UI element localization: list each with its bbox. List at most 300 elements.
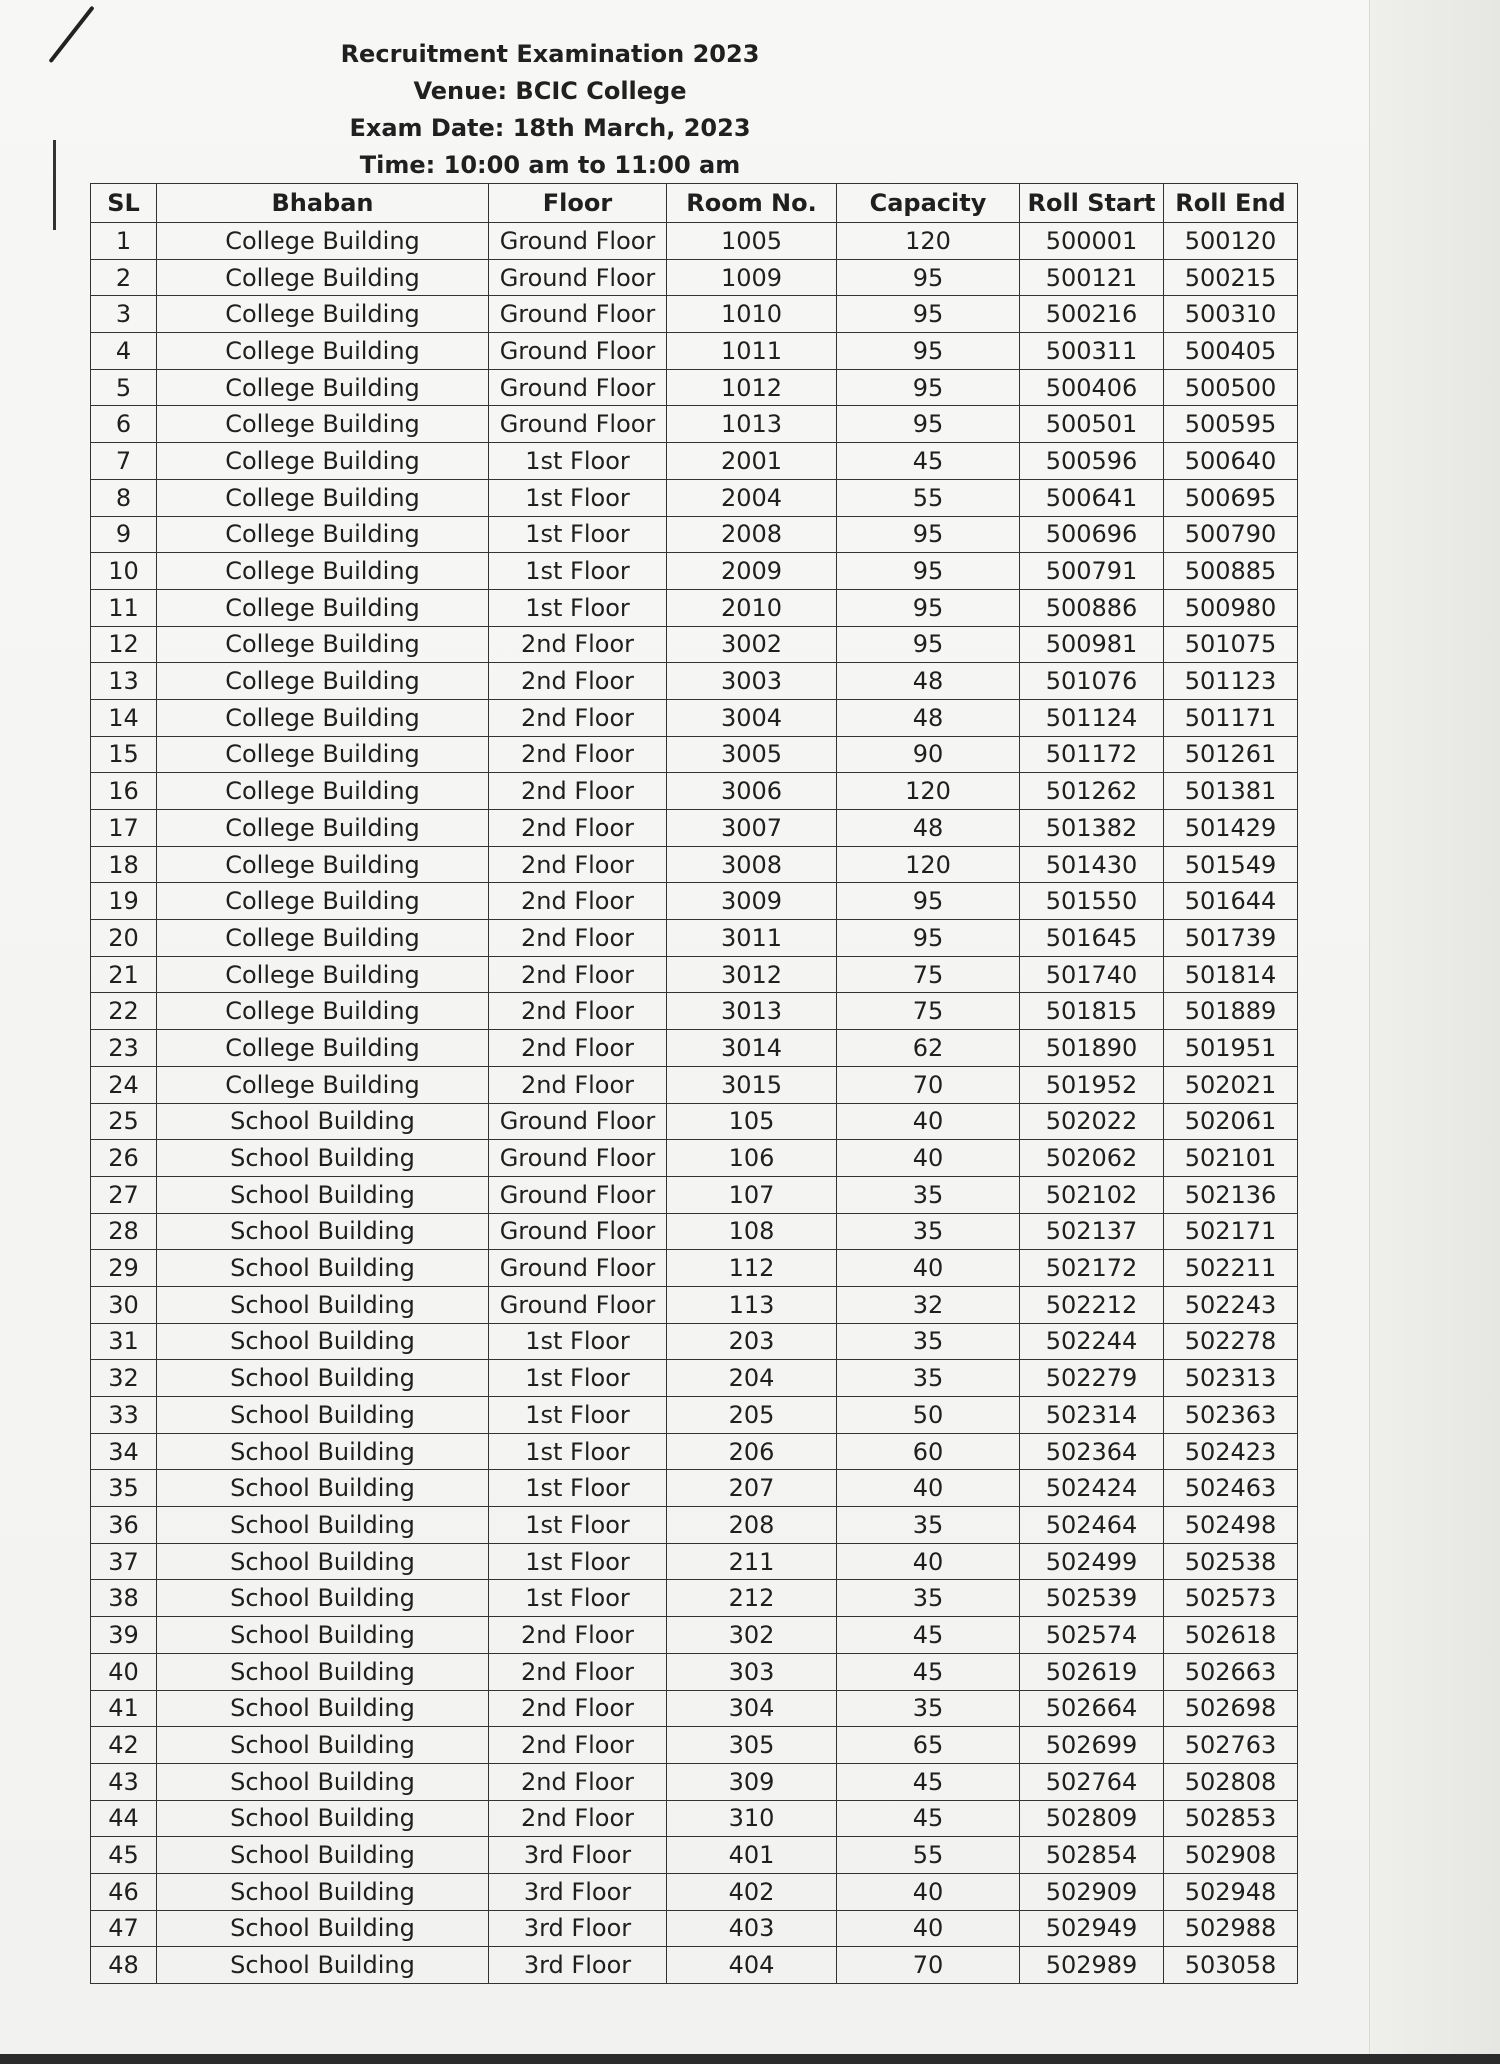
cell-sl: 43 (91, 1763, 157, 1800)
cell-roll-end: 502101 (1164, 1140, 1298, 1177)
cell-floor: 1st Floor (489, 1433, 667, 1470)
cell-sl: 15 (91, 736, 157, 773)
cell-roll-end: 500790 (1164, 516, 1298, 553)
table-row (91, 1910, 1298, 1947)
cell-capacity: 90 (837, 736, 1020, 773)
cell-room-no: 105 (667, 1103, 837, 1140)
cell-room-no: 108 (667, 1213, 837, 1250)
cell-floor: 2nd Floor (489, 1727, 667, 1764)
cell-bhaban: School Building (157, 1947, 489, 1984)
table-row (91, 1727, 1298, 1764)
cell-roll-start: 500596 (1020, 443, 1164, 480)
cell-bhaban: College Building (157, 1030, 489, 1067)
cell-floor: 1st Floor (489, 516, 667, 553)
cell-bhaban: School Building (157, 1103, 489, 1140)
cell-room-no: 212 (667, 1580, 837, 1617)
cell-roll-start: 500216 (1020, 296, 1164, 333)
cell-roll-start: 500886 (1020, 589, 1164, 626)
cell-sl: 46 (91, 1873, 157, 1910)
cell-capacity: 70 (837, 1947, 1020, 1984)
cell-capacity: 35 (837, 1323, 1020, 1360)
cell-roll-end: 500885 (1164, 553, 1298, 590)
cell-roll-start: 502854 (1020, 1837, 1164, 1874)
cell-room-no: 302 (667, 1617, 837, 1654)
cell-roll-start: 501124 (1020, 699, 1164, 736)
cell-roll-end: 502061 (1164, 1103, 1298, 1140)
cell-sl: 33 (91, 1397, 157, 1434)
cell-roll-start: 500311 (1020, 333, 1164, 370)
exam-time-line: Time: 10:00 am to 11:00 am (359, 151, 741, 179)
table-row (91, 1140, 1298, 1177)
cell-room-no: 404 (667, 1947, 837, 1984)
cell-bhaban: College Building (157, 846, 489, 883)
cell-roll-start: 502172 (1020, 1250, 1164, 1287)
cell-capacity: 55 (837, 1837, 1020, 1874)
table-row (91, 1176, 1298, 1213)
cell-capacity: 75 (837, 956, 1020, 993)
cell-roll-start: 502424 (1020, 1470, 1164, 1507)
cell-bhaban: College Building (157, 333, 489, 370)
cell-roll-start: 501645 (1020, 920, 1164, 957)
cell-room-no: 3009 (667, 883, 837, 920)
cell-bhaban: College Building (157, 883, 489, 920)
cell-sl: 5 (91, 369, 157, 406)
exam-date-line: Exam Date: 18th March, 2023 (349, 114, 751, 142)
cell-sl: 32 (91, 1360, 157, 1397)
cell-sl: 17 (91, 810, 157, 847)
cell-floor: 2nd Floor (489, 773, 667, 810)
cell-capacity: 95 (837, 406, 1020, 443)
cell-roll-start: 502699 (1020, 1727, 1164, 1764)
cell-roll-start: 502989 (1020, 1947, 1164, 1984)
cell-room-no: 3011 (667, 920, 837, 957)
cell-roll-start: 501172 (1020, 736, 1164, 773)
cell-capacity: 35 (837, 1176, 1020, 1213)
cell-capacity: 95 (837, 553, 1020, 590)
table-row (91, 1250, 1298, 1287)
cell-sl: 18 (91, 846, 157, 883)
table-body (91, 223, 1298, 1984)
cell-room-no: 309 (667, 1763, 837, 1800)
cell-floor: Ground Floor (489, 333, 667, 370)
cell-capacity: 95 (837, 369, 1020, 406)
cell-sl: 2 (91, 259, 157, 296)
table-row (91, 406, 1298, 443)
cell-sl: 42 (91, 1727, 157, 1764)
cell-capacity: 60 (837, 1433, 1020, 1470)
cell-roll-start: 500791 (1020, 553, 1164, 590)
cell-bhaban: College Building (157, 663, 489, 700)
cell-room-no: 1010 (667, 296, 837, 333)
table-row (91, 1433, 1298, 1470)
cell-room-no: 1011 (667, 333, 837, 370)
cell-room-no: 2001 (667, 443, 837, 480)
cell-bhaban: College Building (157, 993, 489, 1030)
cell-capacity: 95 (837, 333, 1020, 370)
cell-bhaban: College Building (157, 810, 489, 847)
cell-roll-start: 500981 (1020, 626, 1164, 663)
cell-sl: 29 (91, 1250, 157, 1287)
cell-room-no: 3014 (667, 1030, 837, 1067)
cell-room-no: 3004 (667, 699, 837, 736)
cell-bhaban: College Building (157, 516, 489, 553)
cell-bhaban: School Building (157, 1507, 489, 1544)
cell-roll-end: 502988 (1164, 1910, 1298, 1947)
table-row (91, 553, 1298, 590)
cell-sl: 39 (91, 1617, 157, 1654)
cell-roll-start: 500696 (1020, 516, 1164, 553)
header-roll-end: Roll End (1164, 184, 1298, 223)
cell-room-no: 304 (667, 1690, 837, 1727)
cell-bhaban: College Building (157, 223, 489, 260)
cell-sl: 23 (91, 1030, 157, 1067)
cell-bhaban: School Building (157, 1837, 489, 1874)
cell-roll-end: 502698 (1164, 1690, 1298, 1727)
cell-room-no: 206 (667, 1433, 837, 1470)
scan-bottom-edge (0, 2054, 1500, 2064)
table-row (91, 1286, 1298, 1323)
cell-floor: Ground Floor (489, 406, 667, 443)
cell-capacity: 40 (837, 1250, 1020, 1287)
cell-bhaban: College Building (157, 443, 489, 480)
table-row (91, 1653, 1298, 1690)
cell-roll-end: 502313 (1164, 1360, 1298, 1397)
table-row (91, 1030, 1298, 1067)
cell-capacity: 45 (837, 1800, 1020, 1837)
cell-roll-end: 501171 (1164, 699, 1298, 736)
cell-capacity: 35 (837, 1690, 1020, 1727)
cell-bhaban: College Building (157, 296, 489, 333)
table-header-row (91, 184, 1298, 223)
table-row (91, 1617, 1298, 1654)
table-row (91, 479, 1298, 516)
cell-roll-start: 501952 (1020, 1066, 1164, 1103)
cell-roll-end: 502243 (1164, 1286, 1298, 1323)
table-row (91, 589, 1298, 626)
header-room-no: Room No. (667, 184, 837, 223)
cell-floor: 1st Floor (489, 589, 667, 626)
cell-sl: 34 (91, 1433, 157, 1470)
cell-floor: 2nd Floor (489, 1653, 667, 1690)
cell-floor: 3rd Floor (489, 1947, 667, 1984)
cell-sl: 40 (91, 1653, 157, 1690)
cell-bhaban: School Building (157, 1617, 489, 1654)
cell-room-no: 113 (667, 1286, 837, 1323)
cell-sl: 9 (91, 516, 157, 553)
cell-roll-end: 502853 (1164, 1800, 1298, 1837)
cell-room-no: 3008 (667, 846, 837, 883)
cell-roll-end: 502498 (1164, 1507, 1298, 1544)
cell-bhaban: College Building (157, 589, 489, 626)
cell-roll-start: 502574 (1020, 1617, 1164, 1654)
table-row (91, 1763, 1298, 1800)
cell-sl: 21 (91, 956, 157, 993)
cell-bhaban: School Building (157, 1360, 489, 1397)
cell-roll-start: 502102 (1020, 1176, 1164, 1213)
cell-capacity: 45 (837, 1617, 1020, 1654)
table-row (91, 516, 1298, 553)
cell-room-no: 204 (667, 1360, 837, 1397)
cell-bhaban: College Building (157, 773, 489, 810)
cell-capacity: 35 (837, 1580, 1020, 1617)
cell-bhaban: School Building (157, 1910, 489, 1947)
cell-room-no: 402 (667, 1873, 837, 1910)
cell-sl: 19 (91, 883, 157, 920)
cell-capacity: 45 (837, 443, 1020, 480)
cell-room-no: 207 (667, 1470, 837, 1507)
cell-capacity: 40 (837, 1910, 1020, 1947)
table-row (91, 1323, 1298, 1360)
cell-roll-end: 500980 (1164, 589, 1298, 626)
cell-sl: 4 (91, 333, 157, 370)
cell-roll-start: 502764 (1020, 1763, 1164, 1800)
cell-sl: 12 (91, 626, 157, 663)
table-row (91, 956, 1298, 993)
cell-bhaban: College Building (157, 259, 489, 296)
cell-bhaban: School Building (157, 1433, 489, 1470)
table-row (91, 259, 1298, 296)
cell-roll-end: 501429 (1164, 810, 1298, 847)
cell-sl: 37 (91, 1543, 157, 1580)
cell-floor: 2nd Floor (489, 1763, 667, 1800)
cell-floor: 2nd Floor (489, 920, 667, 957)
cell-roll-start: 501815 (1020, 993, 1164, 1030)
table-row (91, 993, 1298, 1030)
cell-roll-end: 501951 (1164, 1030, 1298, 1067)
cell-sl: 35 (91, 1470, 157, 1507)
cell-room-no: 1013 (667, 406, 837, 443)
cell-room-no: 3015 (667, 1066, 837, 1103)
cell-roll-start: 502137 (1020, 1213, 1164, 1250)
cell-roll-start: 502464 (1020, 1507, 1164, 1544)
cell-floor: 1st Floor (489, 1507, 667, 1544)
cell-room-no: 1005 (667, 223, 837, 260)
cell-sl: 36 (91, 1507, 157, 1544)
cell-capacity: 120 (837, 846, 1020, 883)
cell-roll-end: 502463 (1164, 1470, 1298, 1507)
cell-sl: 47 (91, 1910, 157, 1947)
table-row (91, 1397, 1298, 1434)
cell-floor: 2nd Floor (489, 699, 667, 736)
cell-bhaban: College Building (157, 479, 489, 516)
cell-room-no: 107 (667, 1176, 837, 1213)
header-capacity: Capacity (837, 184, 1020, 223)
cell-capacity: 32 (837, 1286, 1020, 1323)
cell-capacity: 95 (837, 259, 1020, 296)
table-row (91, 1837, 1298, 1874)
cell-floor: Ground Floor (489, 1286, 667, 1323)
cell-roll-end: 501814 (1164, 956, 1298, 993)
cell-roll-end: 501381 (1164, 773, 1298, 810)
cell-sl: 8 (91, 479, 157, 516)
cell-floor: 1st Floor (489, 1580, 667, 1617)
table-row (91, 333, 1298, 370)
table-row (91, 1470, 1298, 1507)
cell-floor: Ground Floor (489, 1103, 667, 1140)
table-row (91, 663, 1298, 700)
cell-roll-start: 501740 (1020, 956, 1164, 993)
cell-capacity: 95 (837, 516, 1020, 553)
cell-floor: Ground Floor (489, 369, 667, 406)
cell-capacity: 45 (837, 1653, 1020, 1690)
cell-roll-end: 501261 (1164, 736, 1298, 773)
cell-floor: 2nd Floor (489, 1800, 667, 1837)
cell-roll-end: 502618 (1164, 1617, 1298, 1654)
cell-sl: 45 (91, 1837, 157, 1874)
page-edge-shadow (1369, 0, 1500, 2064)
cell-capacity: 40 (837, 1873, 1020, 1910)
cell-sl: 3 (91, 296, 157, 333)
cell-sl: 31 (91, 1323, 157, 1360)
table-row (91, 1800, 1298, 1837)
cell-roll-end: 502423 (1164, 1433, 1298, 1470)
cell-roll-end: 500695 (1164, 479, 1298, 516)
cell-floor: 2nd Floor (489, 1690, 667, 1727)
cell-sl: 7 (91, 443, 157, 480)
cell-roll-end: 501889 (1164, 993, 1298, 1030)
cell-bhaban: School Building (157, 1543, 489, 1580)
cell-sl: 30 (91, 1286, 157, 1323)
cell-bhaban: School Building (157, 1323, 489, 1360)
cell-floor: 2nd Floor (489, 663, 667, 700)
table-row (91, 1580, 1298, 1617)
cell-roll-start: 501890 (1020, 1030, 1164, 1067)
cell-roll-end: 502948 (1164, 1873, 1298, 1910)
cell-roll-start: 500501 (1020, 406, 1164, 443)
cell-sl: 1 (91, 223, 157, 260)
cell-room-no: 106 (667, 1140, 837, 1177)
cell-roll-start: 501550 (1020, 883, 1164, 920)
cell-capacity: 40 (837, 1140, 1020, 1177)
cell-capacity: 75 (837, 993, 1020, 1030)
cell-bhaban: School Building (157, 1140, 489, 1177)
cell-floor: 3rd Floor (489, 1837, 667, 1874)
table-row (91, 883, 1298, 920)
cell-bhaban: College Building (157, 369, 489, 406)
cell-roll-start: 500406 (1020, 369, 1164, 406)
cell-room-no: 205 (667, 1397, 837, 1434)
exam-title: Recruitment Examination 2023 (340, 40, 760, 68)
cell-bhaban: College Building (157, 626, 489, 663)
cell-room-no: 2008 (667, 516, 837, 553)
cell-roll-start: 501262 (1020, 773, 1164, 810)
cell-floor: 3rd Floor (489, 1873, 667, 1910)
cell-room-no: 3006 (667, 773, 837, 810)
table-row (91, 1360, 1298, 1397)
table-row (91, 846, 1298, 883)
cell-floor: 1st Floor (489, 553, 667, 590)
table-row (91, 1873, 1298, 1910)
cell-room-no: 203 (667, 1323, 837, 1360)
cell-floor: 1st Floor (489, 1323, 667, 1360)
cell-roll-start: 502949 (1020, 1910, 1164, 1947)
cell-floor: 1st Floor (489, 1470, 667, 1507)
table-row (91, 1947, 1298, 1984)
table-row (91, 736, 1298, 773)
seat-plan-table (90, 183, 1298, 1984)
cell-bhaban: School Building (157, 1397, 489, 1434)
pen-vertical-mark (53, 140, 56, 230)
cell-roll-start: 500121 (1020, 259, 1164, 296)
cell-room-no: 3005 (667, 736, 837, 773)
cell-roll-end: 501644 (1164, 883, 1298, 920)
table-row (91, 1507, 1298, 1544)
cell-bhaban: School Building (157, 1286, 489, 1323)
cell-roll-end: 503058 (1164, 1947, 1298, 1984)
cell-bhaban: School Building (157, 1763, 489, 1800)
cell-room-no: 112 (667, 1250, 837, 1287)
cell-bhaban: College Building (157, 736, 489, 773)
cell-room-no: 3007 (667, 810, 837, 847)
cell-roll-start: 502212 (1020, 1286, 1164, 1323)
cell-roll-end: 502538 (1164, 1543, 1298, 1580)
cell-roll-start: 502499 (1020, 1543, 1164, 1580)
cell-capacity: 95 (837, 296, 1020, 333)
cell-bhaban: School Building (157, 1653, 489, 1690)
cell-roll-start: 502539 (1020, 1580, 1164, 1617)
table-row (91, 920, 1298, 957)
cell-capacity: 45 (837, 1763, 1020, 1800)
table-row (91, 699, 1298, 736)
cell-capacity: 48 (837, 699, 1020, 736)
cell-roll-end: 500595 (1164, 406, 1298, 443)
cell-bhaban: School Building (157, 1873, 489, 1910)
cell-capacity: 40 (837, 1470, 1020, 1507)
cell-floor: Ground Floor (489, 1250, 667, 1287)
cell-roll-end: 500215 (1164, 259, 1298, 296)
cell-roll-end: 502663 (1164, 1653, 1298, 1690)
cell-roll-start: 501382 (1020, 810, 1164, 847)
cell-floor: 2nd Floor (489, 736, 667, 773)
header-roll-start: Roll Start (1020, 184, 1164, 223)
cell-roll-end: 500120 (1164, 223, 1298, 260)
cell-room-no: 305 (667, 1727, 837, 1764)
cell-sl: 24 (91, 1066, 157, 1103)
cell-floor: Ground Floor (489, 1140, 667, 1177)
cell-capacity: 120 (837, 223, 1020, 260)
cell-room-no: 3002 (667, 626, 837, 663)
cell-sl: 41 (91, 1690, 157, 1727)
cell-roll-end: 502363 (1164, 1397, 1298, 1434)
cell-floor: 2nd Floor (489, 1030, 667, 1067)
cell-roll-start: 501430 (1020, 846, 1164, 883)
cell-floor: 2nd Floor (489, 1066, 667, 1103)
cell-floor: 1st Floor (489, 1360, 667, 1397)
cell-bhaban: School Building (157, 1800, 489, 1837)
cell-floor: 1st Floor (489, 479, 667, 516)
table-row (91, 810, 1298, 847)
pen-stroke-mark (48, 6, 94, 64)
cell-room-no: 3012 (667, 956, 837, 993)
cell-roll-end: 502021 (1164, 1066, 1298, 1103)
cell-sl: 26 (91, 1140, 157, 1177)
table-row (91, 773, 1298, 810)
cell-bhaban: College Building (157, 956, 489, 993)
cell-capacity: 48 (837, 810, 1020, 847)
cell-roll-start: 502314 (1020, 1397, 1164, 1434)
cell-roll-end: 502171 (1164, 1213, 1298, 1250)
cell-bhaban: School Building (157, 1690, 489, 1727)
cell-roll-end: 502278 (1164, 1323, 1298, 1360)
cell-roll-start: 502809 (1020, 1800, 1164, 1837)
cell-roll-start: 501076 (1020, 663, 1164, 700)
cell-room-no: 1009 (667, 259, 837, 296)
cell-room-no: 310 (667, 1800, 837, 1837)
table-row (91, 443, 1298, 480)
cell-capacity: 40 (837, 1543, 1020, 1580)
cell-bhaban: School Building (157, 1580, 489, 1617)
cell-roll-start: 502022 (1020, 1103, 1164, 1140)
